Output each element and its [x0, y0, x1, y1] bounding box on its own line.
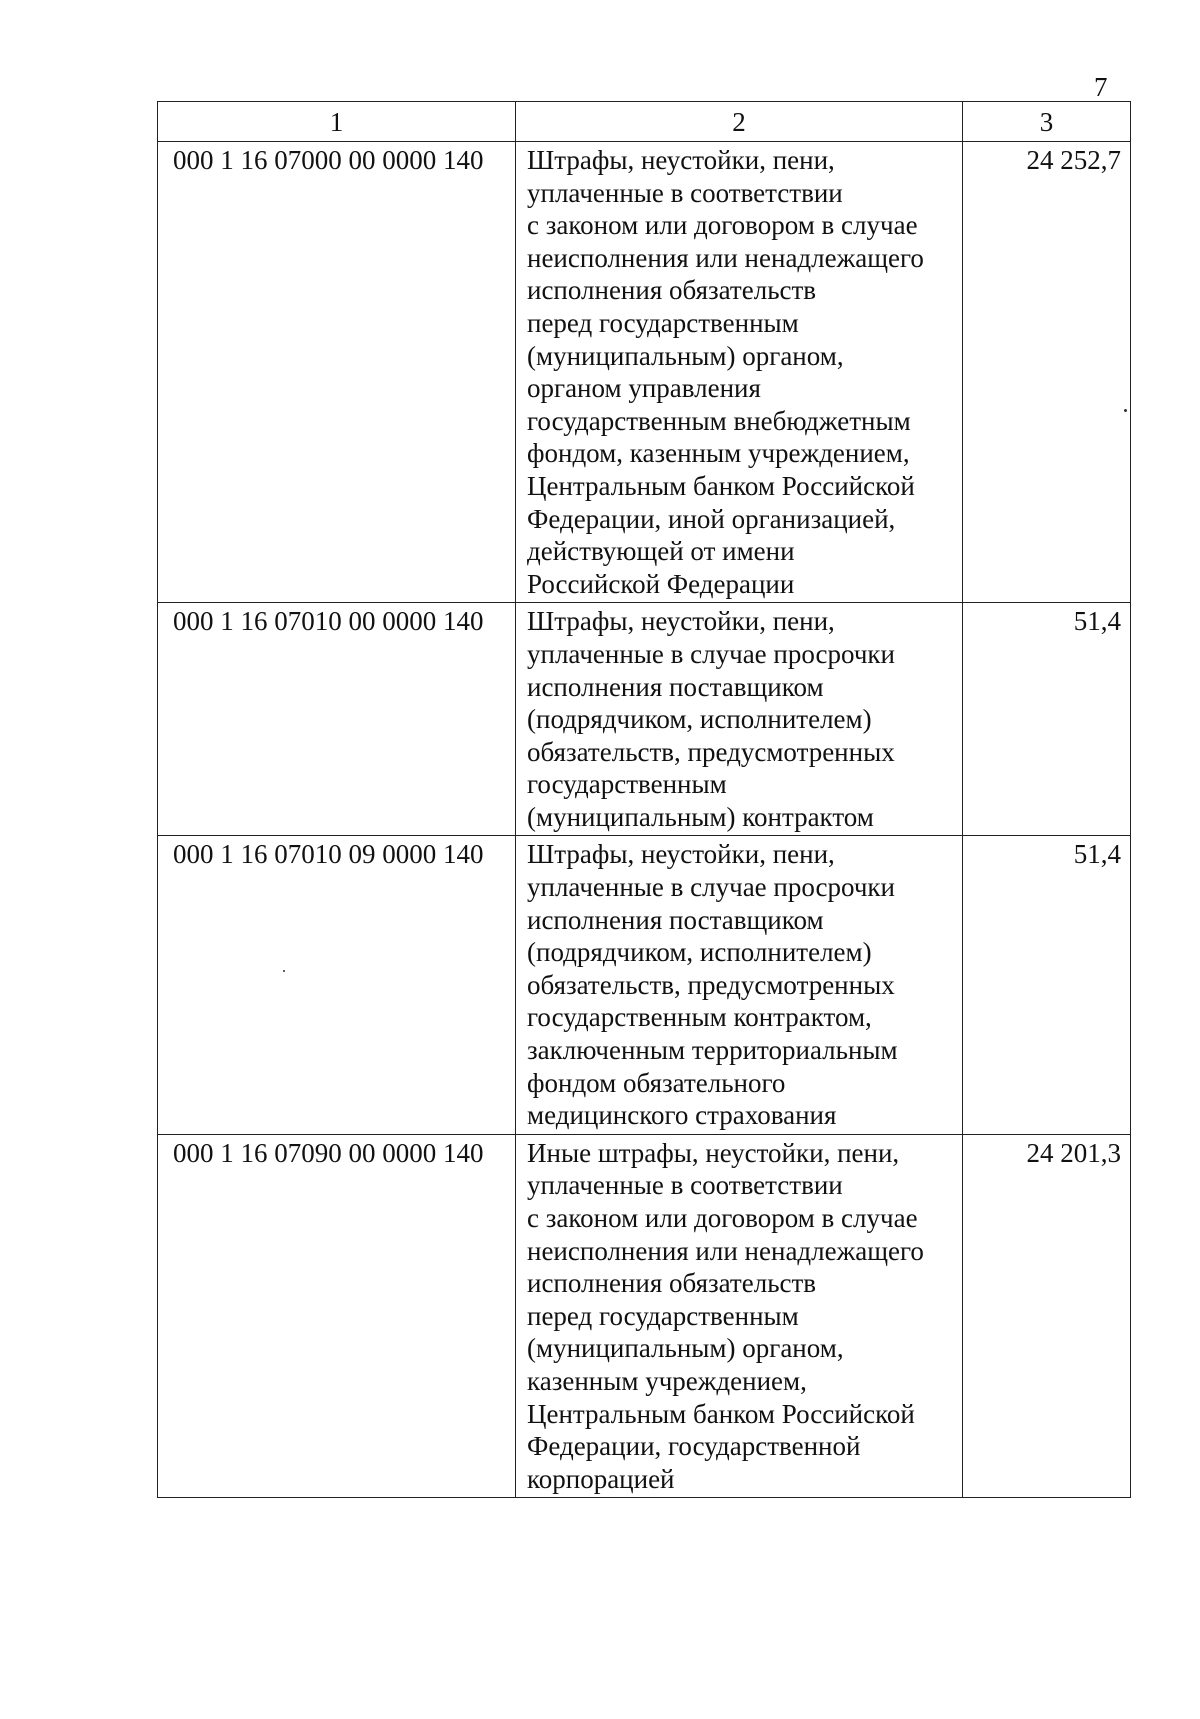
income-name-line: с законом или договором в случае — [527, 1203, 918, 1233]
income-name — [516, 142, 963, 603]
income-name-line: действующей от имени — [527, 536, 795, 567]
income-name — [516, 1134, 963, 1498]
income-name-line: Иные штрафы, неустойки, пени, — [527, 1137, 900, 1168]
income-name-line: исполнения поставщиком — [527, 671, 824, 702]
income-name-line: обязательств, предусмотренных — [527, 969, 895, 1000]
income-name-line: перед государственным — [527, 307, 799, 338]
scan-speck — [283, 970, 285, 972]
income-code: 000 1 16 07000 00 0000 140 — [158, 142, 516, 603]
income-name-line: Штрафы, неустойки, пени, — [527, 606, 835, 637]
table-header-row — [158, 102, 1131, 142]
income-name-line: (муниципальным) органом, — [527, 340, 844, 371]
table-row — [158, 603, 1131, 836]
income-name-line: Штрафы, неустойки, пени, — [527, 839, 835, 870]
income-name-line: обязательств, предусмотренных — [527, 736, 895, 767]
income-name-line: уплаченные в случае просрочки — [527, 872, 895, 903]
income-name-line: Центральным банком Российской — [527, 470, 915, 501]
income-name-line: исполнения обязательств — [527, 1268, 817, 1299]
income-name-line: уплаченные в соответствии — [527, 177, 843, 208]
income-name-line: (подрядчиком, исполнителем) — [527, 937, 872, 968]
income-name-line: Штрафы, неустойки, пени, — [527, 145, 835, 175]
income-code: 000 1 16 07010 09 0000 140 — [158, 836, 516, 1134]
income-name-line: государственным контрактом, — [527, 1002, 872, 1033]
column-header-code: 1 — [158, 102, 516, 142]
income-name-line: Федерации, иной организацией, — [527, 503, 896, 534]
income-sum: 24 252,7 — [963, 142, 1131, 603]
income-sum: 24 201,3 — [963, 1134, 1131, 1498]
table-row — [158, 142, 1131, 603]
income-name-line: с законом или договором в случае — [527, 210, 918, 241]
income-code: 000 1 16 07090 00 0000 140 — [158, 1134, 516, 1498]
income-name — [516, 603, 963, 836]
income-name-line: медицинского страхования — [527, 1100, 837, 1131]
budget-table — [157, 101, 1131, 1498]
income-sum: 51,4 — [963, 603, 1131, 836]
income-name-line: (муниципальным) органом, — [527, 1333, 844, 1364]
income-name-line: корпорацией — [527, 1463, 675, 1494]
income-name-line: фондом обязательного — [527, 1067, 786, 1098]
income-name-line: Центральным банком Российской — [527, 1398, 915, 1429]
income-code: 000 1 16 07010 00 0000 140 — [158, 603, 516, 836]
column-header-sum: 3 — [963, 102, 1131, 142]
income-name-line: уплаченные в соответствии — [527, 1170, 843, 1201]
scan-speck — [1124, 409, 1127, 412]
income-name-line: органом управления — [527, 373, 761, 404]
income-name-line: (подрядчиком, исполнителем) — [527, 704, 872, 735]
income-name-line: государственным — [527, 769, 727, 800]
income-name-line: перед государственным — [527, 1300, 799, 1331]
income-name-line: исполнения поставщиком — [527, 904, 824, 935]
income-name-line: неисполнения или ненадлежащего — [527, 242, 924, 273]
income-name-line: (муниципальным) контрактом — [527, 801, 874, 832]
income-name-line: неисполнения или ненадлежащего — [527, 1235, 924, 1266]
income-name-line: Федерации, государственной — [527, 1431, 861, 1462]
income-name-line: уплаченные в случае просрочки — [527, 638, 895, 669]
income-name-line: фондом, казенным учреждением, — [527, 438, 910, 469]
income-name-line: заключенным территориальным — [527, 1035, 898, 1066]
income-sum: 51,4 — [963, 836, 1131, 1134]
income-name — [516, 836, 963, 1134]
income-name-line: казенным учреждением, — [527, 1365, 807, 1396]
table-row — [158, 1134, 1131, 1498]
income-name-line: государственным внебюджетным — [527, 405, 911, 436]
income-name-line: Российской Федерации — [527, 568, 795, 599]
page-number: 7 — [1094, 72, 1108, 102]
column-header-name: 2 — [516, 102, 963, 142]
income-name-line: исполнения обязательств — [527, 275, 817, 306]
table-row — [158, 836, 1131, 1134]
